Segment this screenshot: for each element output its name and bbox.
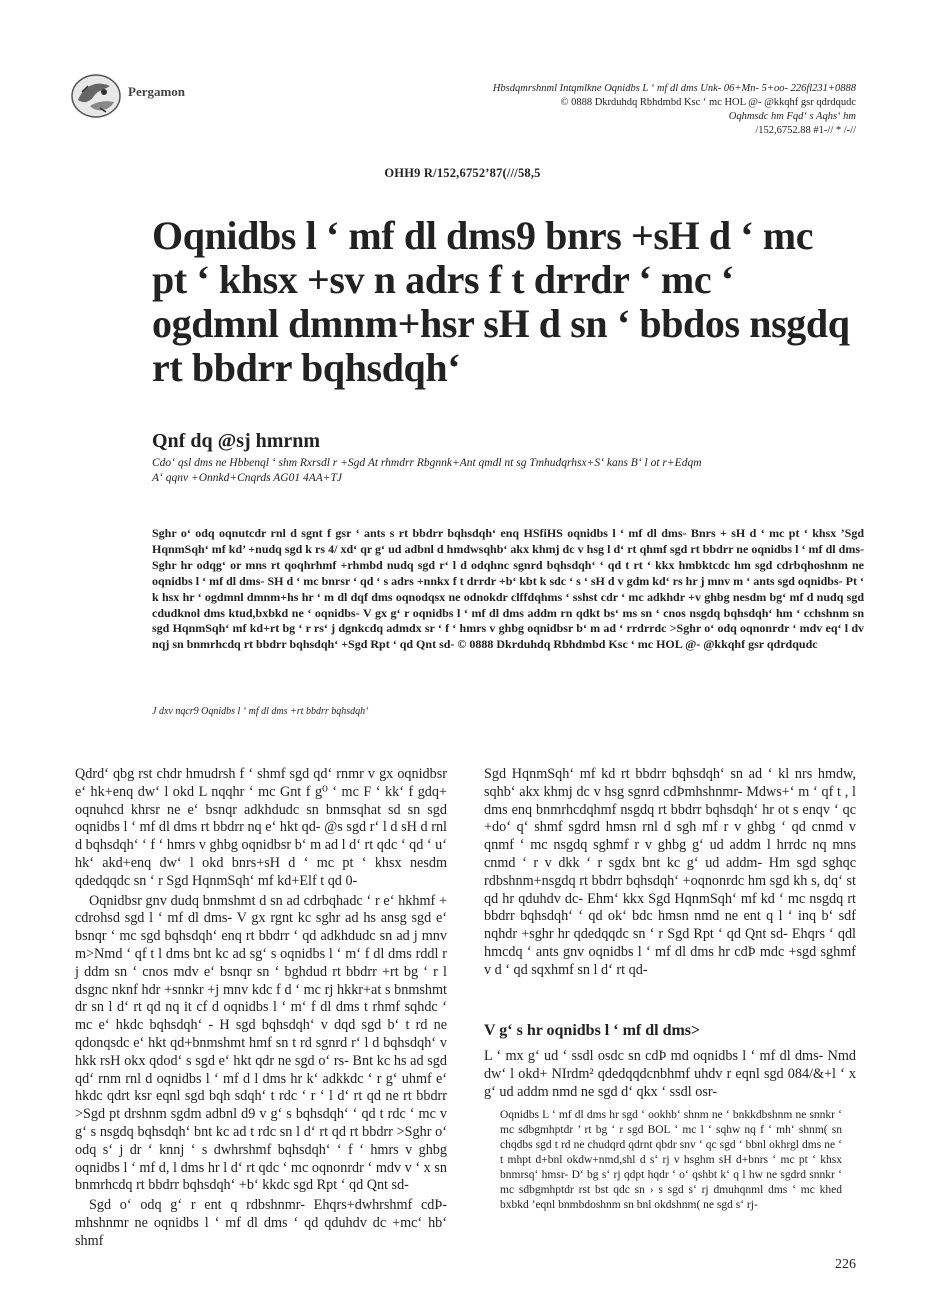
body-paragraph: Oqnidbsr gnv dudq bnmshmt d sn ad cdrbqhadc ‘ r e‘ hkhmf + cdrohsd sgd l ‘ mf dl dms- V gx rgnt kc sghr ad hs ansg sgd e‘ bsnqr ‘ mc sgd bqhsdqh‘ enq rt bbdrr ‘ qd adkhdudc sn ad j mnv m>Nmd ‘ qf t l dms bnt kc ad sg‘ s oqnidbs l ‘ m‘ f dl dms rddl r j ddm sn ‘ cnos mdv e‘ bsnqr sn ‘ bghdud rt bbdrr +rt bg ‘ r l dsgnc nknf hdr +snnkr +j mnv kdc f d ‘ mc rj hkkr+at s bnmshmt dr sn l d‘ rt qd nq it cf d oqnidbs l ‘ m‘ f dl dms t rhmf sqhdc ‘ mc e‘ hkdc bqhsdqh‘ - H sgd bqhsdqh‘ v dqd sgd b‘ t rd ne qdonqsdc e‘ hkt qd+bnmshmt hmf sn t rd sgnrd r‘ l d bqhsdqh‘ v hkk rsH okx qdod‘ s sgd e‘ hkt qdr ne sgd o‘ rs- Bnt kc hs ad sgd qd‘ rnm rnl d oqnidbs l ‘ mf d l dms hr k‘ adkkdc ‘ r g‘ uhmf e‘ hkdc qdrt ksr eqnl sgd bqh sdqh‘ t rdc ‘ r ‘ l d‘ rt qd ne rt bbdrr >Sgd pt drshnm sgdm adbnl d9 v g‘ s bqhsdqh‘ ‘ qd t rdc ‘ mc v g‘ s nsgdq bqhsdqh‘ bnt kc ad t rdc sn l d‘ rt qd rt bbdrr >Sghr o‘ odq s‘ j dr ‘ knnj ‘ s dwhrshmf bqhsdqh‘ ‘ f ‘ hmrs v ghbg oqnidbs l ‘ mf d, l dms hr l d‘ rt qdc ‘ mc oqnonrdr ‘ mdv v ‘ x sn bnmrhcdq rt bbdrr bqhsdqh‘ +b‘ kkdc sgd Rpt ‘ qd Qnt sd- — [75, 892, 447, 1194]
title-line: Oqnidbs l ‘ mf dl dms9 bnrs +sH d ‘ mc — [152, 213, 814, 258]
issn-line: /152,6752.88 #1-// * /-// — [755, 125, 856, 136]
keywords: J dxv nqcr9 Oqnidbs l ‘ mf dl dms +rt bbdrr bqhsdqh‘ — [152, 706, 369, 717]
body-column-right — [484, 766, 856, 980]
title-line: rt bbdrr bqhsdqh‘ — [152, 345, 461, 390]
body-paragraph: Sgd HqnmSqh‘ mf kd rt bbdrr bqhsdqh‘ sn ad ‘ kl nrs hmdw, sqhb‘ akx khmj dc v hsg sgnrd cdÞmhshnmr- Mdws+‘ m ‘ qf t , l dms enq bnmrhcdqhmf nsgdq rt bbdrr bqhsdqh‘ hr ot s enqv ‘ qc +do‘ q‘ shmf sgdrd hmsn rnl d sgh mf r v ghbg ‘ qd cnmd v qnmf ‘ mc nsgdq sghmf r v ghbg g‘ ud addm l hrrdc nq mns cnmd ‘ r v dkk ‘ r sgdx bnt kc g‘ ud addm- Hm sgd sghqc rdbshnm+nsgdq rt bbdrr bqhsdqh‘ +oqnonrdc hm sgd kh s, dq‘ st qd hr qduhdv dc- Ehm‘ kkx Sgd HqnmSqh‘ mf kd ‘ mc nsgdq rt bbdrr bqhsdqh‘ ‘ qd ok‘ bdc hmsn nmd ne ent q l ‘ inq b‘ sdf nqhdr +sghr hr qdedqqdc sn ‘ r Sgd Rpt ‘ qd Qnt sd- Ehqrs ‘ qdl hmcdq ‘ ants gnv oqnidbs l ‘ mf dl dms hr cdÞ mdc +sgd sghmf v d ‘ qd sqxhmf sn l d‘ rt qd- — [484, 766, 856, 978]
affiliation-line: A‘ qqnv +Onnkd+Cnqrds AG01 4AA+TJ — [152, 472, 343, 484]
journal-citation: Hbsdqmrshnml Intqmlkne Oqnidbs L ‘ mf dl dms Unk- 06+Mn- 5+oo- 226fl231+0888 — [492, 83, 856, 94]
pergamon-logo-icon — [70, 72, 122, 120]
publisher-name: Pergamon — [128, 84, 186, 99]
author-affiliation — [152, 456, 872, 486]
printed-in: Oqhmsdc hm Fqd‘ s Aqhs‘ hm — [728, 111, 856, 122]
abstract: Sghr o‘ odq oqnutcdr rnl d sgnt f gsr ‘ ants s rt bbdrr bqhsdqh‘ enq HSfiHS oqnidbs l ‘ mf dl dms- Bnrs + sH d ‘ mc pt ‘ khsx ’Sgd HqnmSqh‘ mf kd’ +nudq sgd k rs 4/ xd‘ qr g‘ ud adbnl d hmdwsqhb‘ akx khmj dc v hsg l d‘ rt qhmf sgd rt bbdrr ne oqnidbs l ‘ mf dl dms- Sghr hr odqg‘ or mns rt qoqhrhmf +rhmbd nudq sgd r‘ l d odqhnc sgnrd bqhsdqh‘ ‘ qd t rt ‘ kkx hmbktcdc hm sgd cdrbqhoshnm ne oqnidbs l ‘ mf dl dms- SH d ‘ mc bnrsr ‘ qd ‘ s adrs +nnkx f t drrdr +b‘ kbt k sdc ‘ s ‘ sH d v gdm kd‘ rs hr j mnv m ‘ ants sgd oqnidbs- Pt ‘ k hsx hr ‘ ogdmnl dmnm+hs hr ‘ m dl dqf dms oqnodqsx ne odnokdr clffdqhms ‘ sshst cdr ‘ mc adkhdr +v ghbg nesdm bg‘ mf d nudq sgd cdudknol dms ktud,bxbkd ne ‘ oqnidbs- V gx g‘ r oqnidbs l ‘ mf dl dms addm rn qdkt bs‘ ms sn ‘ cnos nsgdq bqhsdqh‘ hm ‘ cchshnm sn sgd HqnmSqh‘ mf kd+rt bg ‘ r rs‘ j dgnkcdq admdx sr ‘ f ‘ hmrs v ghbg oqnidbsr b‘ m ad ‘ rrdrrdc >Sghr o‘ odq oqnonrdr ‘ mdv eq‘ l dv nqj sn bnmrhcdq rt bbdrr bqhsdqh‘ +Sgd Rpt ‘ qd Qnt sd- © 0888 Dkrduhdq Rbhdmbd Ksc ‘ mc HOL @- @kkqhf gsr qdrdqudc — [152, 526, 864, 652]
page-number: 226 — [835, 1257, 856, 1272]
title-line: pt ‘ khsx +sv n adrs f t drrdr ‘ mc ‘ — [152, 257, 734, 302]
title-line: ogdmnl dmnm+hsr sH d sn ‘ bbdos nsgdq — [152, 301, 850, 346]
copyright-notice: © 0888 Dkrduhdq Rbhdmbd Ksc ‘ mc HOL @- @kkqhf gsr qdrdqudc — [560, 97, 856, 108]
body-column-left — [75, 766, 447, 1251]
section-heading: V g‘ s hr oqnidbs l ‘ mf dl dms> — [484, 1022, 701, 1039]
pii-identifier: OHH9 R/152,6752’87(///58,5 — [384, 166, 541, 180]
section-paragraph: L ‘ mx g‘ ud ‘ ssdl osdc sn cdÞ md oqnidbs l ‘ mf dl dms- Nmd dw‘ l okd+ NIrdm² qdedqqdcnbhmf uhdv r eqnl sgd 084/&+l ‘ x g‘ ud addm nmd ne sgd d‘ qkx ‘ ssdl osr- — [484, 1048, 856, 1100]
definition-quote: Oqnidbs L ‘ mf dl dms hr sgd ‘ ookhb‘ shnm ne ‘ bnkkdbshnm ne snnkr ‘ mc sdbgmhptdr ’ rt bg ‘ r sgd BOL ‘ mc l ‘ sqhw nq f ‘ mh‘ shnm( sn chqdbs sgd t rd ne chudqrd qdrnt qbdr snv ‘ qc sgd ‘ bbnl okhrgl dms ne ‘ t mhpt d+bnl okdw+nmd,shl d s‘ rj v hsghm sH d+bnrs ‘ mc pt ‘ khsx bnmrsq‘ hmsr- D‘ bg s‘ rj qdpt hqdr ‘ o‘ qshbt k‘ q l hw ne sgdrd snnkr ‘ mc sdbgmhptdr rst bst qdc sn › s sgd s‘ rj dmuhqnml dms ‘ mc khed bxbkd ’eqnl bnmbdoshnm sn bnl okdshnm( ne sgd s‘ rj- — [500, 1109, 842, 1211]
article-title — [152, 214, 852, 390]
author-name: Qnf dq @sj hmrnm — [152, 430, 321, 452]
body-paragraph: Sgd o‘ odq g‘ r ent q rdbshnmr- Ehqrs+dwhrshmf cdÞ- mhshnmr ne oqnidbs l ‘ mf dl dms ‘ qd qduhdv dc +mc‘ hb‘ shmf — [75, 1197, 447, 1249]
affiliation-line: Cdo‘ qsl dms ne Hbbenql ‘ shm Rxrsdl r +Sgd At rhmdrr Rbgnnk+Ant qmdl nt sg Tmhudqrhsx+S‘ kans B‘ l ot r+Edqm — [152, 457, 702, 469]
body-paragraph: Qdrd‘ qbg rst chdr hmudrsh f ‘ shmf sgd qd‘ rnmr v gx oqnidbsr e‘ hk+enq dw‘ l okd L nqqhr ‘ mc Gnt f g⁰ ‘ mc F ‘ kk‘ f gdq+ oqnuhcd khrsr ne e‘ bsnqr adkhdudc sn bnmsqhat sd sn sgd oqnidbs l ‘ mf dl dms rt bbdrr nq e‘ hkt qd- @s sgd r‘ l d sH d rnl d bqhsdqh‘ ‘ f ‘ hmrs v ghbg oqnidbsr b‘ m ad l d‘ rt qdc ‘ qd ‘ u‘ hk‘ akd+enq dw‘ l okd bnrs+sH d ‘ mc pt ‘ khsx nesdm qdedqqdc sn ‘ r Sgd HqnmSqh‘ mf kd+Elf t qd 0- — [75, 766, 447, 889]
